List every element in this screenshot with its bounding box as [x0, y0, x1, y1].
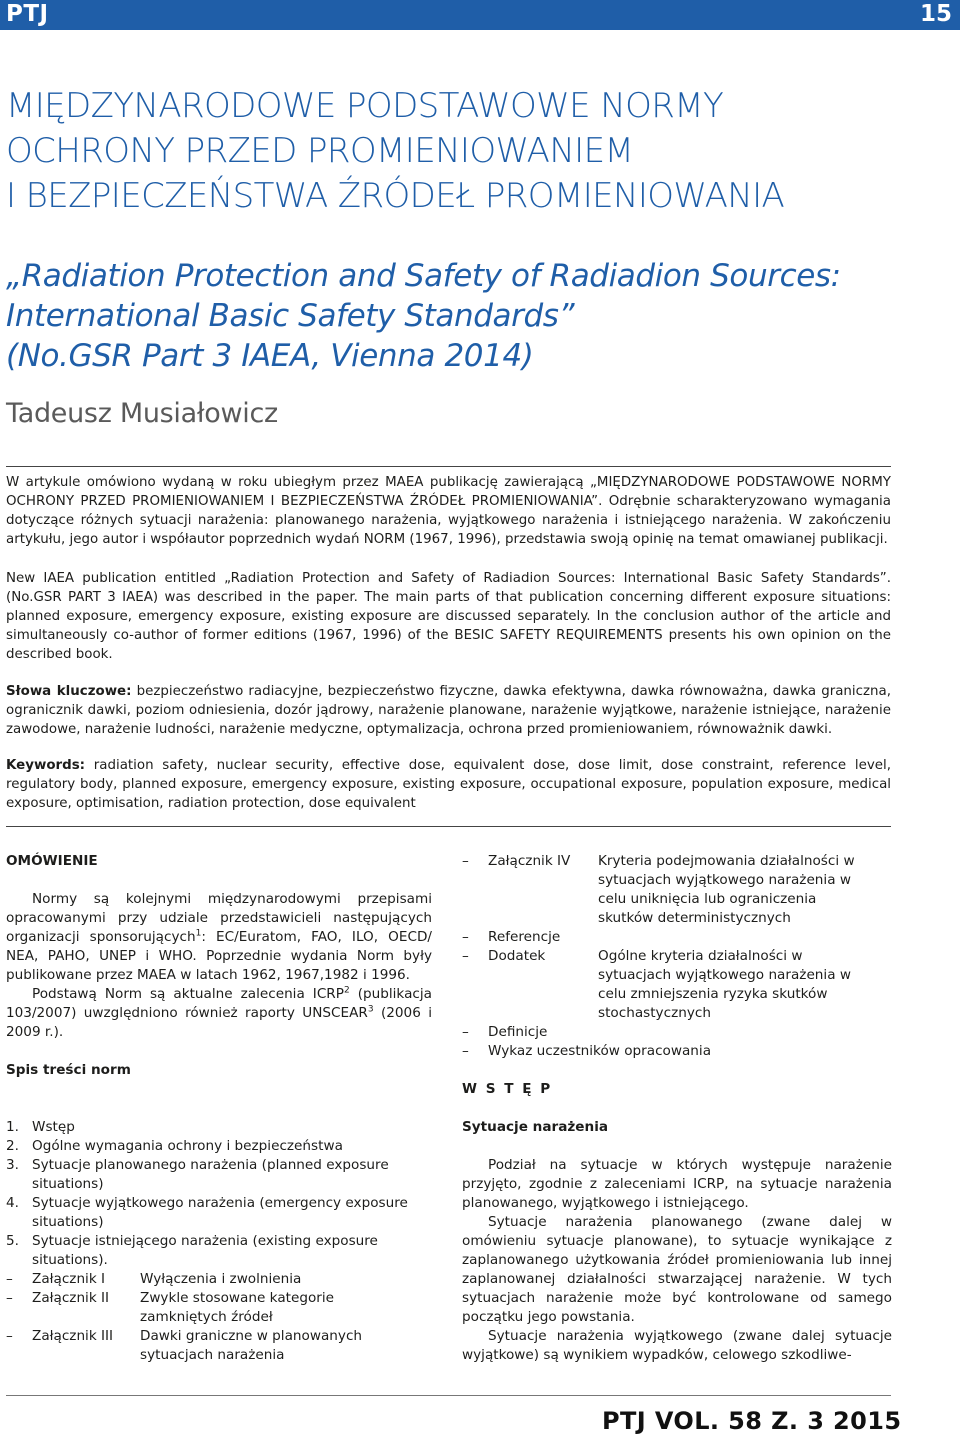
keywords-text: bezpieczeństwo radiacyjne, bezpieczeństwo fizyczne, dawka efektywna, dawka równoważna, dawka graniczna, ogranicznik dawki, poziom odniesienia, dozór jądrowy, narażenie planowane, narażenie wyjątkowe, narażenie istniejące, narażenie zawodowe, narażenie ludności, narażenie medyczne, optymalizacja, ochrona przed promieniowaniem, równoważnik dawki. — [6, 684, 891, 737]
annex-item: – Definicje — [462, 1024, 548, 1040]
section-heading: W S T Ę P — [462, 1081, 553, 1097]
subtitle-line: „Radiation Protection and Safety of Radiadion Sources: — [6, 258, 841, 294]
annex-item: – Załącznik I Wyłączenia i zwolnienia — [6, 1271, 302, 1287]
header-bar — [0, 0, 960, 30]
keywords-english — [6, 756, 891, 813]
paragraph: Sytuacje narażenia planowanego (zwane dalej w omówieniu sytuacje planowane), to sytuacje wynikające z zaplanowanego użytkowania źródeł promieniowania lub innej zaplanowanej działalności stwarzającej narażenie. W tych sytuacjach narażenie może być kontrolowane od samego początku jego powstania. — [462, 1214, 892, 1325]
annex-item: – Załącznik IV Kryteria podejmowania działalności w sytuacjach wyjątkowego narażenia w celu uniknięcia lub ograniczenia skutków deterministycznych — [462, 853, 855, 926]
abstract-polish: W artykule omówiono wydaną w roku ubiegłym przez MAEA publikację zawierającą „MIĘDZYNARODOWE PODSTAWOWE NORMY OCHRONY PRZED PROMIENIOWANIEM I BEZPIECZEŃSTWA ŹRÓDEŁ PROMIENIOWANIA”. Odrębnie scharakteryzowano wymagania dotyczące różnych sytuacji narażenia: planowanego narażenia, wyjątkowego narażenia i istniejącego narażenia. W zakończeniu artykułu, jego autor i współautor poprzednich wydań NORM (1967, 1996), przedstawia swoją opinię na temat omawianej publikacji. — [6, 475, 891, 547]
section-heading: OMÓWIENIE — [6, 853, 98, 869]
title-line: OCHRONY PRZED PROMIENIOWANIEM — [6, 131, 634, 171]
footer-journal-issue: PTJ VOL. 58 Z. 3 2015 — [602, 1407, 902, 1435]
keywords-label: Keywords: — [6, 758, 86, 773]
divider — [6, 466, 891, 467]
author-name: Tadeusz Musiałowicz — [6, 398, 278, 429]
annex-item: – Wykaz uczestników opracowania — [462, 1043, 712, 1059]
subtitle-line: International Basic Safety Standards” — [6, 298, 575, 334]
right-column — [462, 852, 892, 1365]
toc-list — [6, 1118, 432, 1270]
annex-item: – Dodatek Ogólne kryteria działalności w sytuacjach wyjątkowego narażenia w celu zmniejszenia ryzyka skutków stochastycznych — [462, 948, 851, 1021]
left-column — [6, 852, 432, 1365]
subsection-heading: Sytuacje narażenia — [462, 1119, 609, 1135]
journal-name: PTJ — [6, 1, 49, 27]
annex-item: – Załącznik II Zwykle stosowane kategorie zamkniętych źródeł — [6, 1290, 335, 1325]
toc-item: 5. Sytuacje istniejącego narażenia (existing exposure situations). — [6, 1233, 378, 1268]
footnote-ref: 2 — [343, 985, 350, 996]
abstract-english: New IAEA publication entitled „Radiation Protection and Safety of Radiadion Sources: International Basic Safety Standards”. (No.GSR PART 3 IAEA) was described in the paper. The main parts of that publication concerning different exposure situations: planned exposure, emergency exposure, existing exposure are discussed separately. In the conclusion author of the article and simultaneously co-author of former editions (1967, 1996) of the BESIC SAFETY REQUIREMENTS presents his own opinion on the described book. — [6, 571, 891, 662]
paragraph: Sytuacje narażenia wyjątkowego (zwane dalej sytuacje wyjątkowe) są wynikiem wypadków, celowego szkodliwe- — [462, 1328, 892, 1363]
article-title — [6, 84, 956, 219]
keywords-text: radiation safety, nuclear security, effective dose, equivalent dose, dose limit, dose constraint, reference level, regulatory body, planned exposure, emergency exposure, existing exposure, occupational exposure, population exposure, medical exposure, optimisation, radiation protection, dose equivalent — [6, 758, 891, 811]
divider — [6, 826, 891, 827]
subtitle-line: (No.GSR Part 3 IAEA, Vienna 2014) — [6, 338, 534, 374]
footnote-ref: 3 — [367, 1004, 374, 1015]
toc-item: 4. Sytuacje wyjątkowego narażenia (emergency exposure situations) — [6, 1195, 408, 1230]
article-subtitle — [6, 256, 956, 376]
annex-item: – Załącznik III Dawki graniczne w planowanych sytuacjach narażenia — [6, 1328, 363, 1363]
title-line: I BEZPIECZEŃSTWA ŹRÓDEŁ PROMIENIOWANIA — [6, 176, 785, 216]
paragraph: Podstawą Norm są aktualne zalecenia ICRP$^2$ (publikacja 103/2007) uwzględniono również raporty UNSCEAR$^3$ (2006 i 2009 r.). — [6, 985, 432, 1040]
keywords-label: Słowa kluczowe: — [6, 684, 132, 699]
footer-divider — [6, 1395, 891, 1396]
paragraph: Normy są kolejnymi międzynarodowymi przepisami opracowanymi przy udziale przedstawicieli następujących organizacji sponsorujących$^1$: EC/Euratom, FAO, ILO, OECD/ NEA, PAHO, UNEP i WHO. Poprzednie wydania Norm były publikowane przez MAEA w latach 1962, 1967,1982 i 1996. — [6, 891, 433, 983]
toc-heading: Spis treści norm — [6, 1062, 131, 1078]
annex-item: – Referencje — [462, 929, 561, 945]
toc-item: 2. Ogólne wymagania ochrony i bezpieczeństwa — [6, 1138, 343, 1154]
page-number: 15 — [919, 1, 952, 27]
paragraph: Podział na sytuacje w których występuje narażenie przyjęto, zgodnie z zaleceniami ICRP, na sytuacje narażenia planowanego, wyjątkowego i istniejącego. — [462, 1157, 892, 1211]
toc-item: 1. Wstęp — [6, 1119, 75, 1135]
keywords-polish — [6, 682, 891, 739]
toc-item: 3. Sytuacje planowanego narażenia (planned exposure situations) — [6, 1157, 389, 1192]
title-line: MIĘDZYNARODOWE PODSTAWOWE NORMY — [6, 86, 724, 126]
footnote-ref: 1 — [195, 928, 202, 939]
